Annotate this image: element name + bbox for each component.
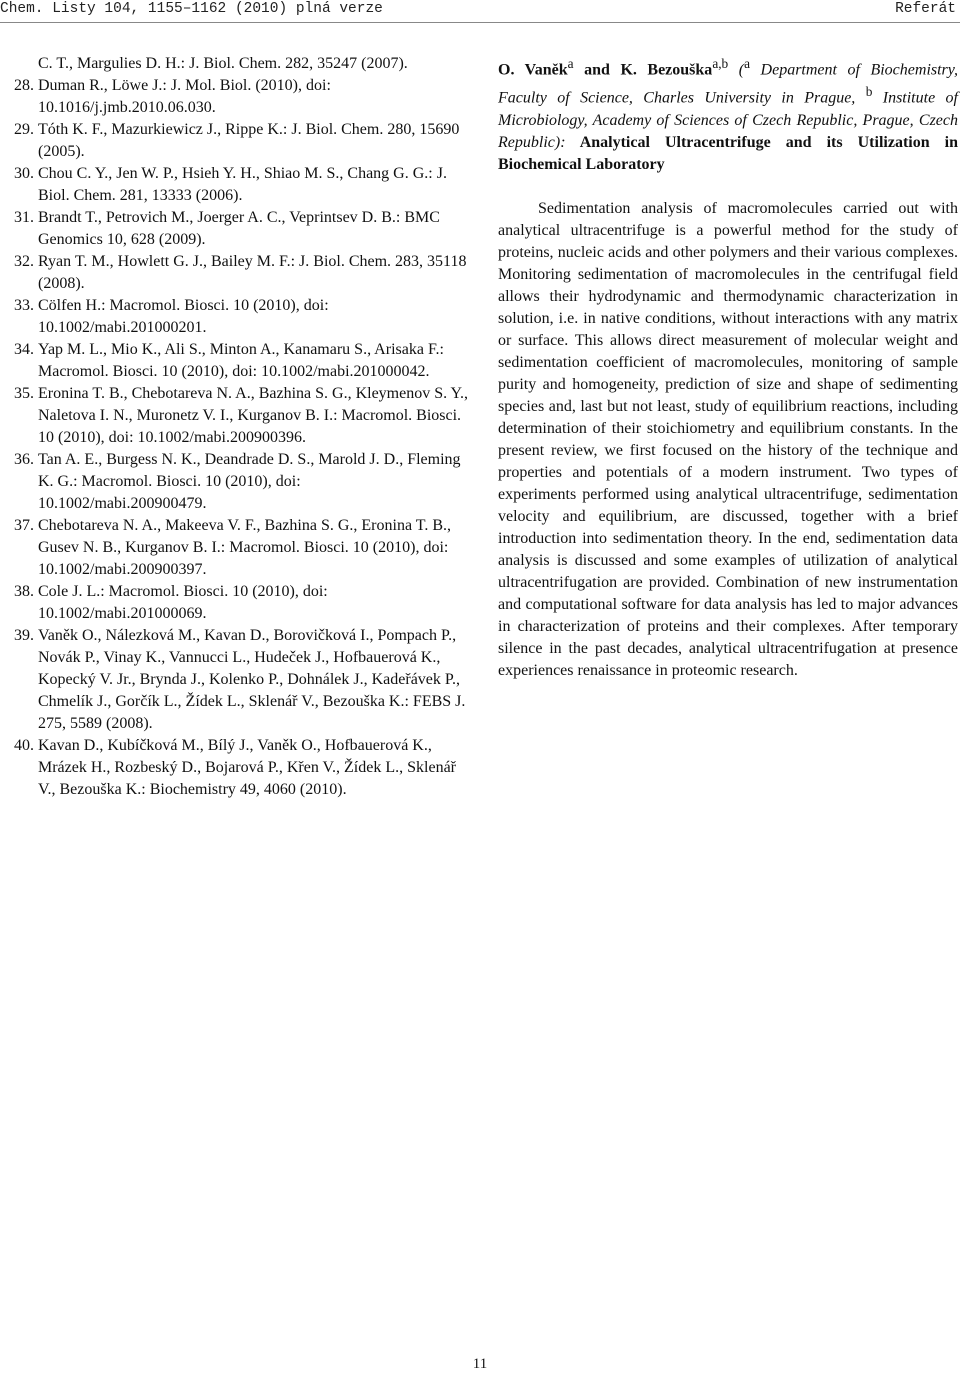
reference-number: 37. <box>14 517 34 534</box>
page-number: 11 <box>472 1356 488 1372</box>
reference-number: 28. <box>14 77 34 94</box>
article-title: Analytical Ultracentrifuge and its Utilization in Biochemical Laboratory <box>498 133 958 173</box>
reference-text: Tan A. E., Burgess N. K., Deandrade D. S., Marold J. D., Fleming K. G.: Macromol. Biosci. 10 (2010), doi: 10.1002/mabi.200900479. <box>38 451 461 512</box>
affiliation-open: ( <box>728 61 745 79</box>
reference-item <box>14 339 470 383</box>
reference-item <box>14 53 470 75</box>
running-header-section: Referát <box>895 1 956 17</box>
reference-item <box>14 119 470 163</box>
author-second-affiliation-mark: a,b <box>712 56 729 71</box>
reference-item <box>14 75 470 119</box>
reference-item <box>14 515 470 581</box>
affiliation-b-mark: b <box>865 84 873 100</box>
reference-text: Cole J. L.: Macromol. Biosci. 10 (2010), doi: 10.1002/mabi.201000069. <box>38 583 328 622</box>
reference-item <box>14 251 470 295</box>
affiliation-a-mark: a <box>744 56 751 71</box>
author-second: and K. Bezouška <box>573 61 713 79</box>
reference-number: 29. <box>14 121 34 138</box>
reference-text: Duman R., Löwe J.: J. Mol. Biol. (2010), doi: 10.1016/j.jmb.2010.06.030. <box>38 77 331 116</box>
reference-item <box>14 383 470 449</box>
reference-item <box>14 207 470 251</box>
reference-number: 32. <box>14 253 34 270</box>
reference-number: 39. <box>14 627 34 644</box>
reference-number: 30. <box>14 165 34 182</box>
reference-number: 36. <box>14 451 34 468</box>
affiliation-b: Institute of Microbiology, Academy of Sciences of Czech Republic, Prague, Czech Republic): <box>498 89 958 151</box>
reference-number: 34. <box>14 341 34 358</box>
affiliation-a: Department of Biochemistry, Faculty of Science, Charles University in Prague, <box>498 61 959 107</box>
reference-item <box>14 625 470 735</box>
author-first: O. Vaněk <box>498 61 568 79</box>
reference-item <box>14 163 470 207</box>
reference-text: Brandt T., Petrovich M., Joerger A. C., Veprintsev D. B.: BMC Genomics 10, 628 (2009). <box>38 209 440 248</box>
reference-item <box>14 449 470 515</box>
reference-item <box>14 581 470 625</box>
reference-text: Kavan D., Kubíčková M., Bílý J., Vaněk O., Hofbauerová K., Mrázek H., Rozbeský D., Bojarová P., Křen V., Žídek L., Sklenář V., Bezouška K.: Biochemistry 49, 4060 (2010). <box>38 737 456 798</box>
abstract-column <box>498 53 958 682</box>
author-first-affiliation-mark: a <box>567 56 574 71</box>
abstract-text: Sedimentation analysis of macromolecules carried out with analytical ultracentrifuge is a powerful method for the study of proteins, nucleic acids and other polymers and their various complexes. Monitoring sedimentation of macromolecules in the centrifugal field allows their hydrodynamic and thermodynamic characterization in solution, i.e. in native conditions, without interactions with any matrix or surface. This allows direct measurement of molecular weight and sedimentation coefficient of macromolecules, monitoring of sample purity and homogeneity, prediction of size and shape of sedimenting species and, last but not least, study of equilibrium reactions, including determination of their stoichiometry and equilibrium constants. In the present review, we first focused on the history of the technique and properties and potentials of a modern instrument. Two types of experiments performed using analytical ultracentrifuge, sedimentation velocity and equilibrium, are discussed, together with a brief introduction into sedimentation theory. In the end, sedimentation data analysis is discussed and some examples of utilization of analytical ultracentrifugation are provided. Combination of new instrumentation and computational software for data analysis has led to major advances in characterization of proteins and their complexes. After temporary silence in the past decades, analytical ultracentrifugation at presence experiences renaissance in proteomic research. <box>498 199 958 679</box>
reference-text: Cölfen H.: Macromol. Biosci. 10 (2010), doi: 10.1002/mabi.201000201. <box>38 297 329 336</box>
reference-text: Ryan T. M., Howlett G. J., Bailey M. F.: J. Biol. Chem. 283, 35118 (2008). <box>38 253 467 292</box>
running-header-journal: Chem. Listy 104, 1155–1162 (2010) plná verze <box>0 1 383 17</box>
article-heading <box>498 53 958 176</box>
reference-number: 38. <box>14 583 34 600</box>
reference-text: Tóth K. F., Mazurkiewicz J., Rippe K.: J. Biol. Chem. 280, 15690 (2005). <box>38 121 460 160</box>
reference-number: 33. <box>14 297 34 314</box>
reference-text: Yap M. L., Mio K., Ali S., Minton A., Kanamaru S., Arisaka F.: Macromol. Biosci. 10 (2010), doi: 10.1002/mabi.201000042. <box>38 341 444 380</box>
running-header <box>0 0 960 23</box>
reference-text: Eronina T. B., Chebotareva N. A., Bazhina S. G., Kleymenov S. Y., Naletova I. N., Muronetz V. I., Kurganov B. I.: Macromol. Biosci. 10 (2010), doi: 10.1002/mabi.200900396. <box>38 385 469 446</box>
reference-text: C. T., Margulies D. H.: J. Biol. Chem. 282, 35247 (2007). <box>38 55 408 72</box>
reference-item <box>14 295 470 339</box>
reference-number: 31. <box>14 209 34 226</box>
reference-text: Vaněk O., Nálezková M., Kavan D., Borovičková I., Pompach P., Novák P., Vinay K., Vannucci L., Hudeček J., Hofbauerová K., Kopecký V. Jr., Brynda J., Kolenko P., Dohnálek J., Kadeřávek P., Chmelík J., Gorčík L., Žídek L., Sklenář V., Bezouška K.: FEBS J. 275, 5589 (2008). <box>38 627 466 732</box>
reference-list <box>14 53 470 801</box>
reference-number: 35. <box>14 385 34 402</box>
reference-text: Chou C. Y., Jen W. P., Hsieh Y. H., Shiao M. S., Chang G. G.: J. Biol. Chem. 281, 13333 (2006). <box>38 165 447 204</box>
reference-number: 40. <box>14 737 34 754</box>
reference-item <box>14 735 470 801</box>
reference-text: Chebotareva N. A., Makeeva V. F., Bazhina S. G., Eronina T. B., Gusev N. B., Kurganov B. I.: Macromol. Biosci. 10 (2010), doi: 10.1002/mabi.200900397. <box>38 517 452 578</box>
